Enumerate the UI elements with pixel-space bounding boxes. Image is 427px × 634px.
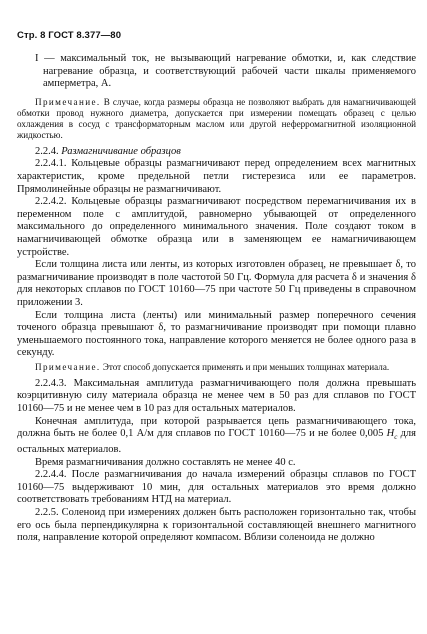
paragraph-225: 2.2.5. Соленоид при измерениях должен быть расположен горизонтально так, чтобы его ось была перпендикулярна к горизонтальной составляющей внешнего магнитного поля, направление которой определяют компасом. Вблизи соленоида не должно	[17, 506, 416, 544]
paragraph-thickness-1: Если толщина листа или ленты, из которых изготовлен образец, не превышает δ, то размагничивание производят в поле частотой 50 Гц. Формула для расчета δ и значения δ для некоторых сплавов по ГОСТ 10160—75 при частоте 50 Гц приведены в справочном приложении 3.	[17, 259, 416, 308]
coercivity-subscript: c	[394, 433, 398, 442]
definition-I: I — максимальный ток, не вызывающий нагревание обмотки, и, как следствие нагревание образца, и соответствующий рабочей части шкалы применяемого амперметра, А.	[35, 53, 416, 90]
coercivity-symbol: H	[386, 428, 395, 440]
final-amplitude-text-b: для остальных материалов.	[17, 428, 416, 455]
note-1	[17, 97, 416, 141]
paragraph-final-amplitude	[17, 416, 416, 457]
paragraph-2244: 2.2.4.4. После размагничивания до начала измерений образцы сплавов по ГОСТ 10160—75 выдерживают 10 мин, для остальных материалов это время должно соответствовать требованиям НТД на материал.	[17, 469, 416, 506]
paragraph-time: Время размагничивания должно составлять не менее 40 с.	[35, 456, 296, 468]
note-2-label: Примечание.	[35, 361, 101, 372]
note-1-label: Примечание.	[35, 96, 101, 107]
note-2-text: Этот способ допускается применять и при меньших толщинах материала.	[100, 361, 390, 372]
note-2	[17, 362, 416, 373]
section-heading	[17, 146, 416, 159]
section-title: Размагничивание образцов	[61, 145, 181, 157]
paragraph-thickness-2: Если толщина листа (ленты) или минимальный размер поперечного сечения точеного образца превышают δ, то размагничивание производят при помощи плавно уменьшаемого постоянного тока, направление которого меняется не более одного раза в секунду.	[17, 309, 416, 359]
paragraph-2242: 2.2.4.2. Кольцевые образцы размагничивают посредством перемагничивания их в переменном поле с амплитудой, равномерно убывающей от определенного максимального до определенного минимального значения. Поле создают током в намагничивающей обмотке образца или в заменяющем ее намагничивающем устройстве.	[17, 196, 416, 258]
section-number: 2.2.4.	[35, 145, 59, 157]
paragraph-2241: 2.2.4.1. Кольцевые образцы размагничивают перед определением всех магнитных характеристик, кроме предельной петли гистерезиса или ее параметров. Прямолинейные образцы не размагничивают.	[17, 158, 416, 195]
paragraph-2243: 2.2.4.3. Максимальная амплитуда размагничивающего поля должна превышать коэрцитивную силу материала образца не менее чем в 50 раз для сплавов по ГОСТ 10160—75 и не менее чем в 10 раз для остальных материалов.	[17, 377, 416, 415]
page-header: Стр. 8 ГОСТ 8.377—80	[17, 30, 122, 41]
note-1-text: В случае, когда размеры образца не позволяют выбрать для намагничивающей обмотки провод нужного диаметра, допускается при измерении помещать образец с целью охлаждения в сосуд с трансформаторным маслом или другой неферромагнитной изоляционной жидкостью.	[17, 96, 416, 140]
document-body	[17, 53, 416, 545]
final-amplitude-text-a: Конечная амплитуда, при которой разрывается цепь размагничивающего тока, должна быть не более 0,1 А/м для сплавов по ГОСТ 10160—75 и не более 0,005	[17, 415, 416, 440]
